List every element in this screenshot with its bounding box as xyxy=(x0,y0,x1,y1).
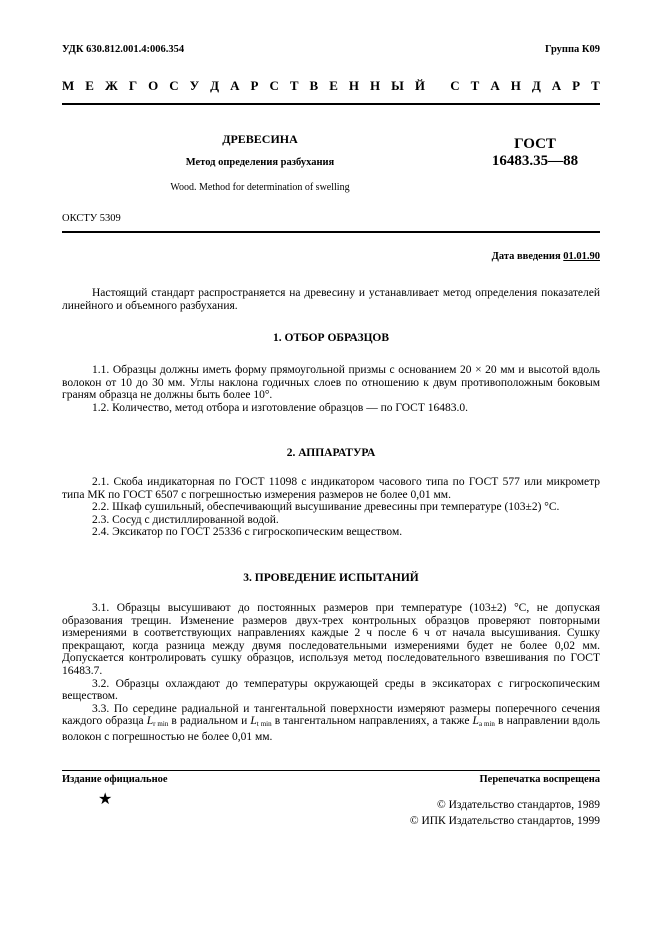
symbol-l-radial: L xyxy=(146,715,154,728)
star-icon: ★ xyxy=(98,791,113,808)
heading-letter: С xyxy=(450,78,460,93)
intro-paragraph: Настоящий стандарт распространяется на древесину и устанавливает метод определения показателей линейного и объемного разбухания. xyxy=(62,287,600,312)
symbol-l-tangential: L xyxy=(250,715,257,728)
symbol-l-axial: L xyxy=(472,715,479,728)
footer-rule xyxy=(62,770,600,771)
para-3-3: 3.3. По середине радиальной и тангентальной поверхности измеряют размеры поперечного сечения каждого образца $L_{r min}$ в радиальном и $L_{t min}$ в тангентальном направлениях, а также $L_{a min}$ в направлении вдоль волокон с погрешностью не более 0,01 мм. xyxy=(62,702,600,743)
gost-label: ГОСТ xyxy=(514,136,556,152)
heading-letter: М xyxy=(62,78,75,93)
heading-letter: С xyxy=(269,78,279,93)
okstu-code: ОКСТУ 5309 xyxy=(62,213,121,224)
heading-letter: В xyxy=(309,78,319,93)
title-rule xyxy=(62,231,600,233)
doc-title: ДРЕВЕСИНА xyxy=(222,132,298,146)
intro-date-label: Дата введения xyxy=(491,251,561,262)
section-2-title: 2. АППАРАТУРА xyxy=(286,447,376,459)
para-1-2: 1.2. Количество, метод отбора и изготовление образцов — по ГОСТ 16483.0. xyxy=(92,401,469,414)
para-2-1: 2.1. Скоба индикаторная по ГОСТ 11098 с индикатором часового типа по ГОСТ 577 или микрометр типа МК по ГОСТ 6507 с погрешностью измерения размеров не более 0,01 мм. xyxy=(62,476,600,501)
heading-letter: Н xyxy=(348,78,359,93)
heading-letter: О xyxy=(148,78,159,93)
reprint-notice: Перепечатка воспрещена xyxy=(479,774,600,785)
heading-letter: Н xyxy=(510,78,521,93)
gost-number: 16483.35—88 xyxy=(491,153,579,169)
heading-letter: Р xyxy=(250,78,259,93)
copyright-1989: © Издательство стандартов, 1989 xyxy=(436,799,600,811)
heading-letter: А xyxy=(230,78,240,93)
heading-letter: Ы xyxy=(391,78,404,93)
para-3-1: 3.1. Образцы высушивают до постоянных размеров при температуре (103±2) °С, не допуская образования трещин. Изменение размеров двух-трех контрольных образцов проверяют повторными измерениями в соответствующих направлениях каждые 2 ч после 6 ч от начала высушивания. Сушку прекращают, когда разница между двумя последовательными измерениями будет не более 0,02 мм. Допускается контролировать сушку образцов, используя метод последовательного взвешивания по ГОСТ 16483.7. xyxy=(62,602,600,677)
top-rule xyxy=(62,103,600,105)
group-code: Группа К09 xyxy=(544,44,600,55)
section-1-title: 1. ОТБОР ОБРАЗЦОВ xyxy=(272,332,390,344)
heading-letter: Г xyxy=(128,78,138,93)
heading-letter: Д xyxy=(531,78,541,93)
para-3-2: 3.2. Образцы охлаждают до температуры окружающей среды в эксикаторах с гигроскопическим веществом. xyxy=(62,677,600,703)
heading-letter: А xyxy=(490,78,500,93)
section-1-body xyxy=(62,364,600,414)
heading-letter: Н xyxy=(369,78,381,93)
doc-subtitle: Метод определения разбухания xyxy=(185,157,335,168)
heading-letter: У xyxy=(189,78,200,93)
standard-type-heading xyxy=(62,78,600,94)
para-2-4: 2.4. Эксикатор по ГОСТ 25336 с гигроскопическим веществом. xyxy=(92,526,403,539)
udk-code: УДК 630.812.001.4:006.354 xyxy=(62,44,185,55)
heading-letter: Ж xyxy=(104,78,118,93)
heading-letter: Т xyxy=(289,78,299,93)
intro-date-value: 01.01.90 xyxy=(563,251,600,262)
heading-letter: Т xyxy=(591,78,600,93)
heading-letter: Е xyxy=(329,78,338,93)
para-2-2: 2.2. Шкаф сушильный, обеспечивающий высушивание древесины при температуре (103±2) °С. xyxy=(92,501,560,514)
heading-letter: Е xyxy=(85,78,94,93)
para-2-3: 2.3. Сосуд с дистиллированной водой. xyxy=(92,513,279,526)
para-1-1: 1.1. Образцы должны иметь форму прямоугольной призмы с основанием 20 × 20 мм и высотой вдоль волокон от 10 до 30 мм. Углы наклона годичных слоев по отношению к двум противоположным боковым граням образца не должны быть более 10°. xyxy=(62,364,600,402)
heading-letter: Т xyxy=(470,78,480,93)
heading-letter: Й xyxy=(414,78,425,93)
section-3-title: 3. ПРОВЕДЕНИЕ ИСПЫТАНИЙ xyxy=(243,572,419,584)
official-edition: Издание официальное xyxy=(62,774,168,785)
intro-date xyxy=(492,251,600,262)
heading-letter: Д xyxy=(210,78,220,93)
heading-letter xyxy=(436,78,439,94)
doc-english-title: Wood. Method for determination of swelling xyxy=(170,182,350,193)
heading-letter: А xyxy=(551,78,562,93)
section-2-body xyxy=(62,476,600,539)
section-3-body xyxy=(62,602,600,744)
heading-letter: Р xyxy=(572,78,581,93)
heading-letter: С xyxy=(169,78,179,93)
copyright-1999: © ИПК Издательство стандартов, 1999 xyxy=(409,815,600,827)
